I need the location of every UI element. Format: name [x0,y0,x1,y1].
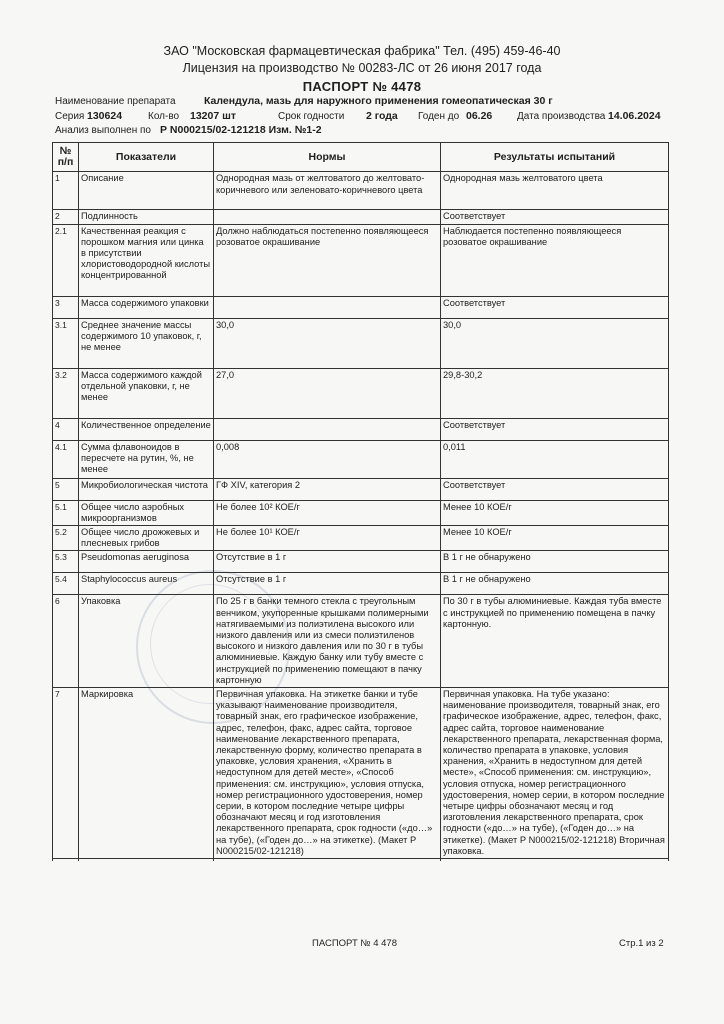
table-row: 2 Подлинность Соответствует [53,210,669,224]
production-date-label: Дата производства [517,111,606,122]
footer-passport: ПАСПОРТ № 4 478 [312,938,397,949]
production-date-value: 14.06.2024 [608,110,661,122]
table-row: 5.3 Pseudomonas aeruginosa Отсутствие в 1 г В 1 г не обнаружено [53,551,669,573]
valid-until-label: Годен до [418,111,460,122]
table-row: 1 Описание Однородная мазь от желтоватого до желтовато-коричневого или зеленовато-коричневого цвета Однородная мазь желтоватого цвета [53,172,669,210]
table-row: 4 Количественное определение Соответствует [53,418,669,440]
page-title: ПАСПОРТ № 4478 [302,79,422,94]
drug-name: Календула, мазь для наружного применения гомеопатическая 30 г [204,95,553,107]
shelf-life-value: 2 года [366,110,398,122]
table-row: 5.2 Общее число дрожжевых и плесневых грибов Не более 10¹ КОЕ/г Менее 10 КОЕ/г [53,526,669,551]
table-row: 6 Упаковка По 25 г в банки темного стекла с треугольным венчиком, укупоренные крышками полимерными натягиваемыми из полиэтилена высокого или низкого давления или из смеси полиэтиленов высокого и низкого давления или по 30 г в тубы алюминиевые. Каждую банку или тубу вместе с инструкцией по применению помещают в пачку картонную По 30 г в тубы алюминиевые. Каждая туба вместе с инструкцией по применению помещена в пачку картонную. [53,595,669,688]
header-indicators: Показатели [79,143,214,172]
series-value: 130624 [87,110,123,122]
footer-page: Стр.1 из 2 [619,938,664,949]
test-results-table [52,142,669,861]
analysis-value: Р N000215/02-121218 Изм. №1-2 [160,124,322,136]
valid-until-value: 06.26 [466,110,493,122]
table-row: 2.1 Качественная реакция с порошком магния или цинка в присутствии хлористоводородной кислоты концентрированной Должно наблюдаться постепенно появляющееся розоватое окрашивание Наблюдается постепенно появляющееся розоватое окрашивание [53,224,669,296]
header-norms: Нормы [214,143,441,172]
header-number: № п/п [53,143,79,172]
analysis-label: Анализ выполнен по [55,125,151,136]
company-header: ЗАО "Московская фармацевтическая фабрика" Тел. (495) 459-46-40 [163,44,561,58]
table-row: 3.2 Масса содержимого каждой отдельной упаковки, г, не менее 27,0 29,8-30,2 [53,368,669,418]
table-row: 5 Микробиологическая чистота ГФ XIV, категория 2 Соответствует [53,478,669,500]
series-label: Серия [55,111,85,122]
license-line: Лицензия на производство № 00283-ЛС от 26 июня 2017 года [182,61,542,75]
table-row: 7 Маркировка Первичная упаковка. На этикетке банки и тубе указывают наименование производителя, товарный знак, его графическое изображение, адрес, телефон, факс, адрес сайта, торговое наименование лекарственного препарата, лекарственную форму, количество препарата в упаковке, условия хранения, «Хранить в недоступном для детей месте», «Способ применения: см. инструкцию», условия отпуска, номер регистрационного удостоверения, номер серии, в котором последние четыре цифры обозначают месяц и год изготовления лекарственного препарата, срок годности («до…» на тубе), («Годен до…» на этикетке). (Макет Р N000215/02-121218) Первичная упаковка. На тубе указано: наименование производителя, товарный знак, его графическое изображение, адрес, телефон, факс, адрес сайта, торговое наименование лекарственного препарата, лекарственная форма, количество препарата в упаковке, условия хранения, «Хранить в недоступном для детей месте», «Способ применения: см. инструкцию», условия отпуска, номер регистрационного удостоверения, номер серии, в котором последние четыре цифры обозначают месяц и год изготовления лекарственного препарата, срок годности («до…» на тубе), («Годен до…» на этикетке). (Макет Р N000215/02-121218) Вторичная упаковка. [53,688,669,859]
table-row: 5.1 Общее число аэробных микроорганизмов Не более 10² КОЕ/г Менее 10 КОЕ/г [53,500,669,525]
table-row: 5.4 Staphylococcus aureus Отсутствие в 1 г В 1 г не обнаружено [53,573,669,595]
drug-name-label: Наименование препарата [55,96,176,107]
shelf-life-label: Срок годности [278,111,345,122]
table-row: 3.1 Среднее значение массы содержимого 10 упаковок, г, не менее 30,0 30,0 [53,318,669,368]
header-results: Результаты испытаний [441,143,669,172]
table-row: 3 Масса содержимого упаковки Соответствует [53,296,669,318]
table-row: 4.1 Сумма флавоноидов в пересчете на рутин, %, не менее 0,008 0,011 [53,440,669,478]
table-row [53,859,669,862]
quantity-label: Кол-во [148,111,180,122]
quantity-value: 13207 шт [190,110,237,122]
